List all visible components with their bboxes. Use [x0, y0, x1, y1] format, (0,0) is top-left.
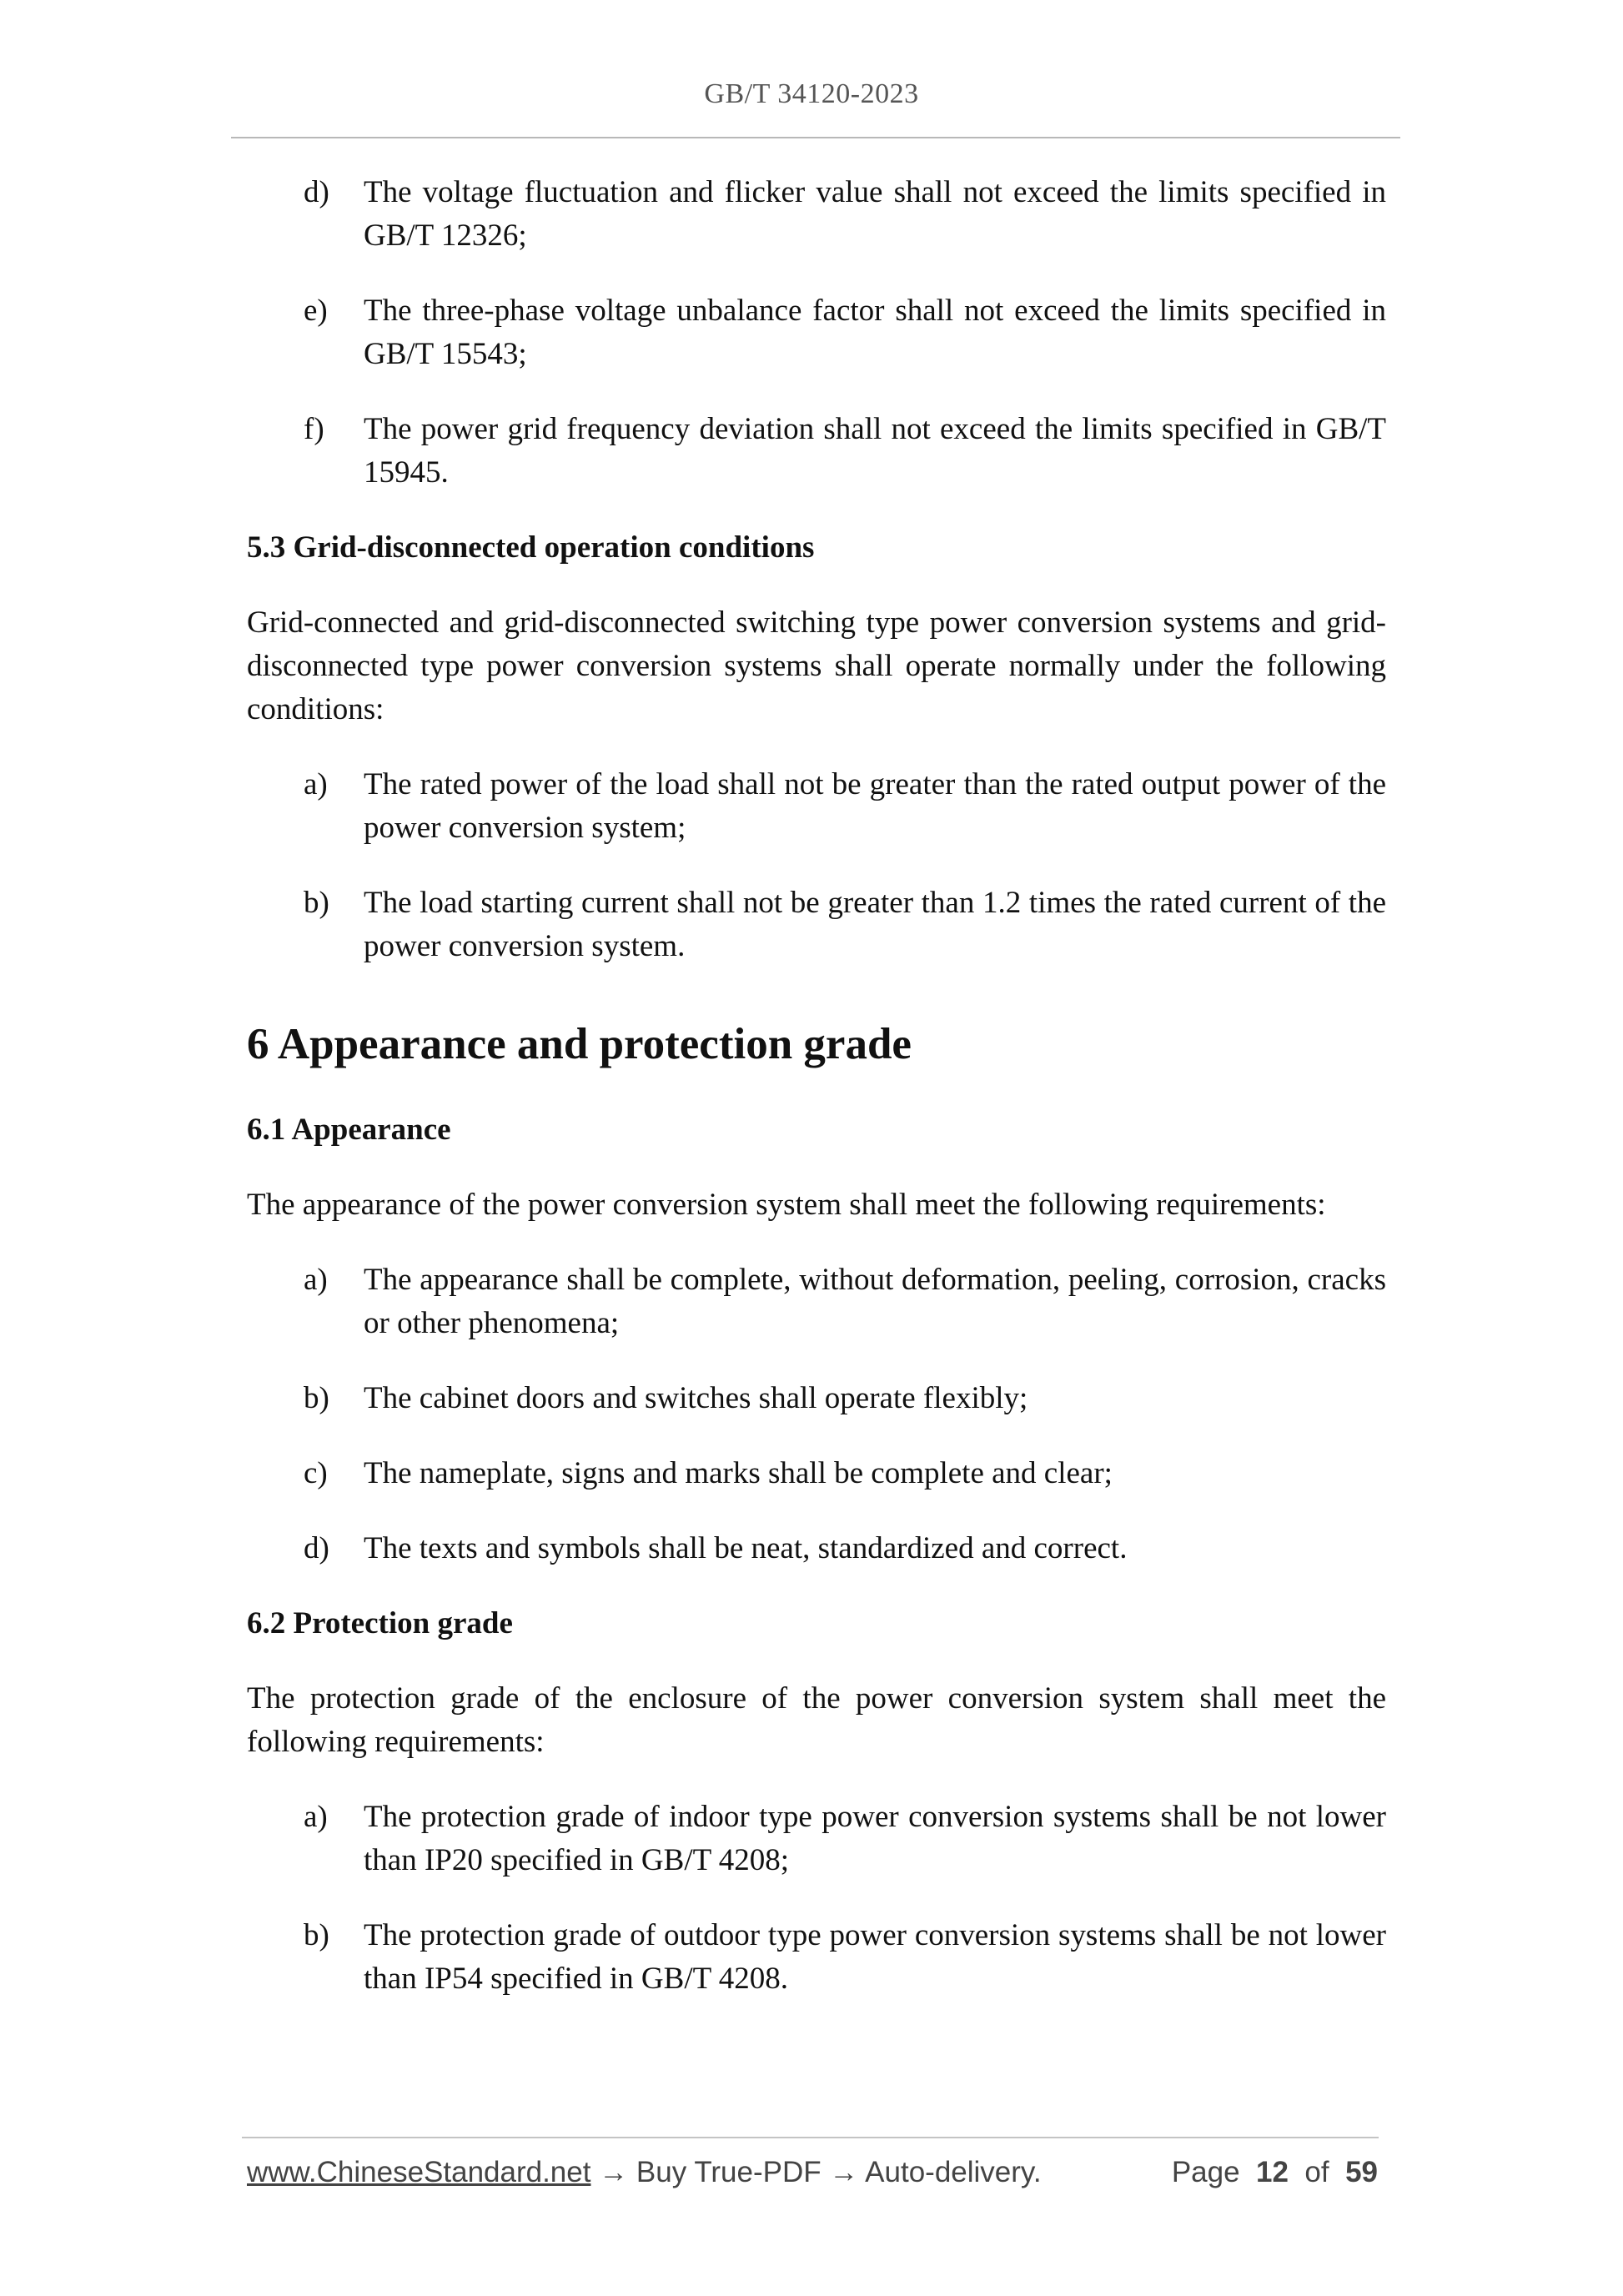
footer-tagline: → Buy True-PDF → Auto-delivery. [590, 2156, 1042, 2188]
section-heading-5-3: 5.3 Grid-disconnected operation conditions [247, 530, 815, 565]
of-label: of [1304, 2156, 1329, 2188]
list-item-text: The protection grade of indoor type power conversion systems shall be not lower than IP20 specified in GB/T 4208; [364, 1800, 1386, 1877]
list-marker: d) [304, 1531, 329, 1565]
list-marker: a) [304, 1263, 328, 1297]
section-5-3-intro: Grid-connected and grid-disconnected switching type power conversion systems and grid-disconnected type power conversion systems shall operate normally under the following conditions: [247, 605, 1386, 726]
list-item [247, 882, 1386, 968]
list-item-text: The three-phase voltage unbalance factor shall not exceed the limits specified in GB/T 15543; [364, 294, 1386, 371]
list-item [247, 1796, 1386, 1882]
footer-promo [247, 2156, 1042, 2189]
section-heading-6-2: 6.2 Protection grade [247, 1606, 513, 1640]
page-counter [1172, 2156, 1378, 2189]
list-item [247, 408, 1386, 495]
page-body [247, 171, 1386, 2032]
section-6-2-intro: The protection grade of the enclosure of the power conversion system shall meet the following requirements: [247, 1681, 1386, 1759]
page-number: 12 [1256, 2156, 1289, 2188]
footer-divider [242, 2137, 1379, 2138]
page-total: 59 [1345, 2156, 1378, 2188]
running-header: GB/T 34120-2023 [704, 78, 919, 109]
list-item-text: The load starting current shall not be greater than 1.2 times the rated current of the power conversion system. [364, 886, 1386, 963]
list-item [247, 1452, 1386, 1495]
page-footer [247, 2156, 1378, 2189]
list-marker: b) [304, 1918, 329, 1952]
list-item [247, 1377, 1386, 1420]
list-item-text: The rated power of the load shall not be greater than the rated output power of the power conversion system; [364, 767, 1386, 845]
header-divider [231, 137, 1400, 138]
section-heading-6-1: 6.1 Appearance [247, 1113, 451, 1147]
list-item [247, 1259, 1386, 1345]
list-marker: a) [304, 767, 328, 801]
list-item-text: The texts and symbols shall be neat, standardized and correct. [364, 1531, 1128, 1565]
list-item-text: The protection grade of outdoor type power conversion systems shall be not lower than IP54 specified in GB/T 4208. [364, 1918, 1386, 1996]
list-item [247, 1914, 1386, 2001]
list-item-text: The appearance shall be complete, without deformation, peeling, corrosion, cracks or other phenomena; [364, 1263, 1386, 1340]
list-marker: b) [304, 886, 329, 920]
page-label: Page [1171, 2156, 1240, 2188]
website-link[interactable]: www.ChineseStandard.net [247, 2156, 591, 2188]
list-item [247, 171, 1386, 258]
section-6-1-intro: The appearance of the power conversion system shall meet the following requirements: [247, 1188, 1326, 1222]
list-item-text: The nameplate, signs and marks shall be complete and clear; [364, 1456, 1113, 1490]
list-item [247, 289, 1386, 376]
list-marker: e) [304, 294, 328, 328]
list-marker: a) [304, 1800, 328, 1834]
list-marker: c) [304, 1456, 328, 1490]
list-item-text: The power grid frequency deviation shall not exceed the limits specified in GB/T 15945. [364, 412, 1386, 490]
list-item-text: The voltage fluctuation and flicker value shall not exceed the limits specified in GB/T 12326; [364, 175, 1386, 253]
list-marker: b) [304, 1381, 329, 1415]
list-item [247, 763, 1386, 850]
chapter-heading-6: 6 Appearance and protection grade [247, 1020, 912, 1068]
list-item-text: The cabinet doors and switches shall operate flexibly; [364, 1381, 1028, 1415]
list-item [247, 1527, 1386, 1570]
list-marker: f) [304, 412, 324, 446]
list-marker: d) [304, 175, 329, 209]
